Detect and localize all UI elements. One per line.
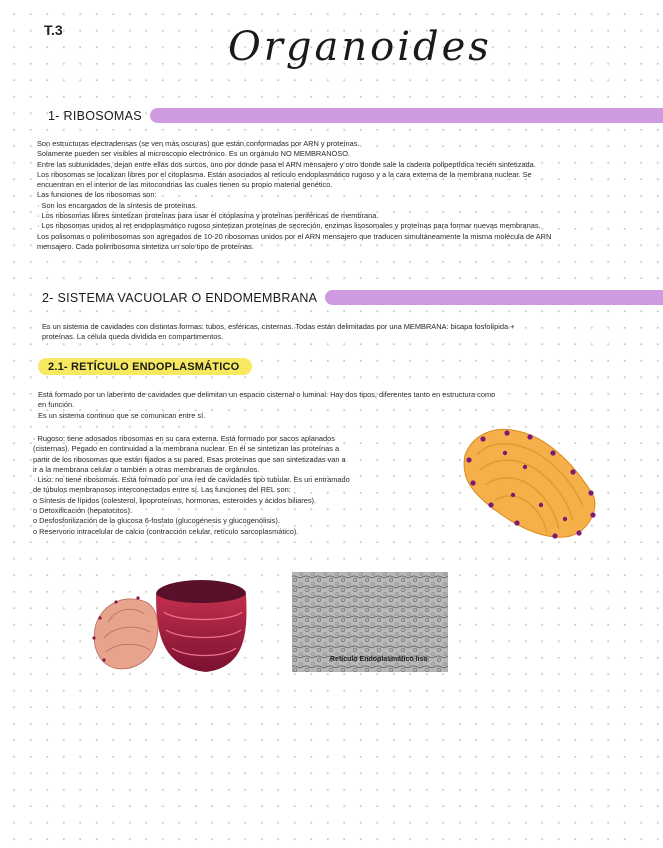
- text-line: Los polisomas o polirribosomas son agregados de 10-20 ribosomas unidos por el ARN mensajero que traducen simultáneamente la misma molécula de ARN: [37, 231, 552, 241]
- text-line: mensajero. Cada polirribosoma sintetiza un solo tipo de proteínas.: [37, 241, 254, 251]
- text-line: Entre las subunidades, dejan entre ellas dos surcos, uno por donde pasa el ARN mensajero y otro donde sale la cadena polipeptídica recién sintetizada.: [37, 159, 536, 169]
- endomembrane-illustration: [86, 572, 254, 680]
- section-bar: [325, 290, 663, 305]
- text-line: Es un sistema de cavidades con distintas formas: tubos, esféricas, cisternas. Todas están delimitadas por una MEMBRANA: bicapa fosfolípida +: [42, 322, 515, 331]
- text-line: · Los ribosomas unidos al ret endoplasmático rugoso sintetizan proteínas de secreción, enzimas lisosomales y proteínas para formar nuevas membranas.: [37, 221, 541, 231]
- text-line: ir a la membrana celular o también a otras membranas de orgánulos.: [33, 464, 260, 474]
- section-vacuolar-header: [42, 290, 663, 305]
- text-line: encuentran en el interior de las mitocondrias las cuales tienen su propio material genético.: [37, 180, 333, 190]
- text-line: o Reservorio intracelular de calcio (contracción celular, retículo sarcoplasmático).: [33, 526, 299, 536]
- text-line: de túbulos membranosos interconectados entre sí. Las funciones del REL son:: [33, 485, 291, 495]
- text-line: partir de los ribosomas que están fijados a su pared. Esas proteínas que son sintetizadas van a: [33, 454, 346, 464]
- rer-illustration: [455, 425, 605, 550]
- section-ribosomas-header: [48, 108, 663, 123]
- micrograph-caption: Retículo Endoplasmático liso: [330, 656, 428, 663]
- ribosomas-text: [37, 139, 657, 252]
- text-line: (cisternas). Pegado en continuidad a la membrana nuclear. En él se sintetizan las proteínas a: [33, 444, 340, 454]
- section-bar: [150, 108, 663, 123]
- section-heading: 1- RIBOSOMAS: [48, 108, 142, 123]
- text-line: Está formado por un laberinto de cavidades que delimitan un espacio cisternal o luminal. Hay dos tipos, diferentes tanto en estructura como: [38, 390, 496, 399]
- text-line: · Rugoso: tiene adosados ribosomas en su cara externa. Está formado por sacos aplanados: [33, 434, 335, 443]
- section-heading: 2- SISTEMA VACUOLAR O ENDOMEMBRANA: [42, 290, 318, 305]
- unit-label: T.3: [44, 22, 63, 38]
- text-line: proteínas. La célula queda dividida en compartimentos.: [42, 332, 224, 342]
- page-title: Organoides: [228, 24, 492, 70]
- text-line: o Desfosforilización de la glucosa 6-fosfato (glucogénesis y glucogenólisis).: [33, 516, 280, 526]
- reticulo-details: [33, 434, 443, 537]
- text-line: Es un sistema continuo que se comunican entre sí.: [38, 410, 206, 420]
- text-line: Solamente pueden ser visibles al microscopio electrónico. Es un orgánulo NO MEMBRANOSO.: [37, 149, 351, 159]
- text-line: Las funciones de los ribosomas son:: [37, 190, 157, 200]
- text-line: en función.: [38, 400, 75, 410]
- text-line: Los ribosomas se localizan libres por el citoplasma. Están asociados al retículo endoplasmático rugoso y a la cara externa de la membrana nuclear. Se: [37, 169, 532, 179]
- text-line: · Los ribosomas libres sintetizan proteínas para usar el citoplasma y proteínas periféricas de membrana.: [37, 211, 379, 221]
- text-line: o Síntesis de lípidos (colesterol, lipoproteínas, hormonas, esteroides y ácidos biliares).: [33, 495, 317, 505]
- text-line: · Liso: no tiene ribosomas. Está formado por una red de cavidades tipo tubular. Es un entramado: [33, 475, 350, 485]
- subsection-highlight: [38, 358, 252, 375]
- text-line: · Son los encargados de la síntesis de proteínas.: [37, 200, 198, 210]
- reticulo-intro: [38, 390, 638, 421]
- text-line: Son estructuras electradensas (se ven más oscuras) que están conformadas por ARN y proteínas.: [37, 139, 360, 148]
- text-line: o Detoxificación (hepatocitos).: [33, 506, 133, 516]
- vacuolar-text: [42, 322, 657, 343]
- subsection-heading: 2.1- RETÍCULO ENDOPLASMÁTICO: [48, 360, 240, 373]
